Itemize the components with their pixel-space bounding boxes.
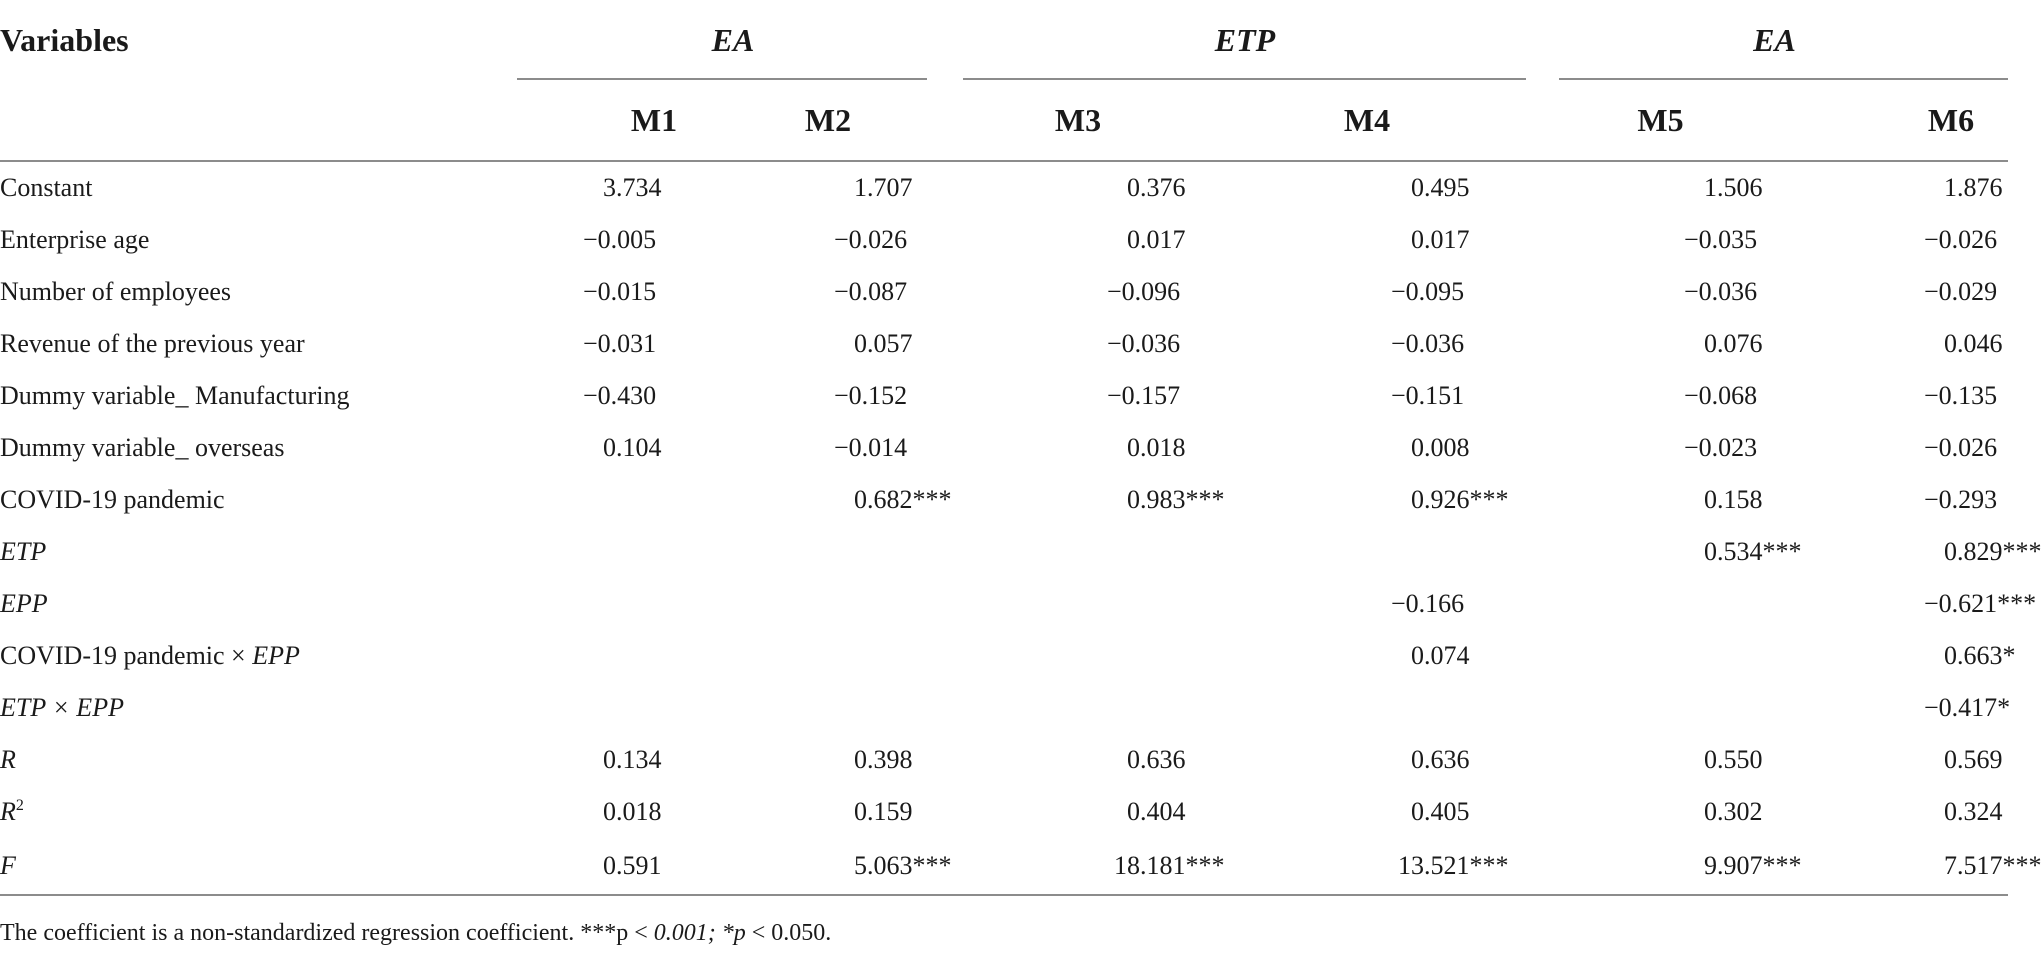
row-label: R	[0, 745, 16, 774]
cell-value: −0.036	[1684, 277, 1758, 306]
cell-value: −0.023	[1684, 433, 1758, 462]
model-header-m6	[1792, 80, 2008, 161]
cell-value: −0.096	[1107, 277, 1181, 306]
row-label-part: COVID-19 pandemic ×	[0, 641, 253, 670]
table-row	[0, 161, 2008, 214]
cell-value: −0.026	[834, 225, 908, 254]
table-row	[0, 838, 2008, 895]
cell-value: −0.026	[1924, 225, 1998, 254]
row-label	[0, 682, 517, 734]
cell-value: 0.829***	[1944, 537, 2042, 566]
model-header-spacer	[0, 80, 517, 161]
cell-value: 0.405	[1411, 797, 1470, 826]
cell-value: 0.636	[1127, 745, 1186, 774]
cell-value: 0.495	[1411, 173, 1470, 202]
cell-value: 7.517***	[1944, 851, 2042, 880]
cell-value: −0.151	[1391, 381, 1465, 410]
cell-value: −0.095	[1391, 277, 1465, 306]
cell-value: 0.057	[854, 329, 913, 358]
footnote-text: < 0.050.	[745, 920, 832, 946]
cell-value: −0.031	[583, 329, 657, 358]
row-label-part: EPP	[252, 641, 300, 670]
cell-value: 9.907***	[1704, 851, 1802, 880]
row-label: Constant	[0, 173, 93, 202]
cell-value: −0.152	[834, 381, 908, 410]
cell-value: 0.926***	[1411, 485, 1509, 514]
table-footnote	[0, 920, 831, 947]
cell-value: 0.159	[854, 797, 913, 826]
cell-value: −0.014	[834, 433, 908, 462]
model-label: M4	[1343, 101, 1391, 138]
row-label: ETP	[0, 537, 47, 566]
row-label	[0, 630, 517, 682]
cell-value: 0.046	[1944, 329, 2003, 358]
cell-value: 0.324	[1944, 797, 2003, 826]
cell-value: 0.074	[1411, 641, 1470, 670]
model-label: M2	[804, 101, 852, 138]
model-label: M5	[1637, 101, 1684, 138]
cell-value: 13.521***	[1398, 851, 1509, 880]
table-row	[0, 526, 2008, 578]
cell-value: −0.087	[834, 277, 908, 306]
model-header-m1	[517, 80, 695, 161]
cell-value: −0.621***	[1924, 589, 2037, 618]
group-header-ea-1	[517, 0, 949, 80]
row-label-part: ETP	[0, 693, 46, 722]
row-label: Dummy variable_ Manufacturing	[0, 381, 350, 410]
cell-value: −0.430	[583, 381, 657, 410]
cell-value: −0.036	[1107, 329, 1181, 358]
table-row	[0, 682, 2008, 734]
row-label-part: × EPP	[45, 693, 124, 722]
cell-value: 0.376	[1127, 173, 1186, 202]
model-header-m5	[1541, 80, 1792, 161]
cell-value: −0.029	[1924, 277, 1998, 306]
model-label: M6	[1927, 101, 1975, 138]
row-label: Enterprise age	[0, 225, 150, 254]
cell-value: 1.707	[854, 173, 913, 202]
row-label-part: R	[0, 797, 16, 826]
cell-value: 0.008	[1411, 433, 1470, 462]
table-row	[0, 630, 2008, 682]
cell-value: 0.018	[1127, 433, 1186, 462]
group-label: EA	[711, 21, 755, 58]
cell-value: 0.663*	[1944, 641, 2016, 670]
group-header-ea-2	[1541, 0, 2008, 80]
cell-value: 0.682***	[854, 485, 952, 514]
cell-value: 0.134	[603, 745, 662, 774]
cell-value: 0.983***	[1127, 485, 1225, 514]
cell-value: 0.591	[603, 851, 662, 880]
table-row	[0, 214, 2008, 266]
table-row	[0, 474, 2008, 526]
cell-value: −0.157	[1107, 381, 1181, 410]
cell-value: −0.166	[1391, 589, 1465, 618]
cell-value: −0.293	[1924, 485, 1998, 514]
cell-value: 0.017	[1127, 225, 1186, 254]
footnote-text: The coefficient is a non-standardized regression coefficient. ***p <	[0, 920, 654, 946]
table-row	[0, 266, 2008, 318]
cell-value: 0.569	[1944, 745, 2003, 774]
superscript: 2	[15, 797, 24, 814]
variables-header: Variables	[0, 21, 129, 58]
model-header-m2	[695, 80, 949, 161]
model-label: M1	[630, 101, 678, 138]
cell-value: 0.076	[1704, 329, 1763, 358]
row-label	[0, 786, 517, 838]
group-rule	[1559, 78, 2008, 80]
group-header-etp	[949, 0, 1541, 80]
cell-value: 0.534***	[1704, 537, 1802, 566]
row-label: Number of employees	[0, 277, 232, 306]
cell-value: −0.035	[1684, 225, 1758, 254]
group-rule	[517, 78, 927, 80]
cell-value: 0.302	[1704, 797, 1763, 826]
cell-value: 18.181***	[1114, 851, 1225, 880]
cell-value: 5.063***	[854, 851, 952, 880]
row-label: Revenue of the previous year	[0, 329, 305, 358]
cell-value: 0.398	[854, 745, 913, 774]
table-row	[0, 734, 2008, 786]
cell-value: 0.550	[1704, 745, 1763, 774]
cell-value: −0.036	[1391, 329, 1465, 358]
group-rule	[963, 78, 1526, 80]
cell-value: 0.158	[1704, 485, 1763, 514]
table-row	[0, 578, 2008, 630]
group-label: ETP	[1214, 21, 1276, 58]
model-header-m3	[949, 80, 1219, 161]
cell-value: 0.404	[1127, 797, 1186, 826]
cell-value: 1.876	[1944, 173, 2003, 202]
cell-value: 1.506	[1704, 173, 1763, 202]
model-label: M3	[1054, 101, 1102, 138]
cell-value: −0.026	[1924, 433, 1998, 462]
cell-value: −0.005	[583, 225, 657, 254]
row-label: Dummy variable_ overseas	[0, 433, 285, 462]
cell-value: 3.734	[603, 173, 662, 202]
row-label: F	[0, 838, 517, 895]
table-row	[0, 786, 2008, 838]
model-header-m4	[1219, 80, 1541, 161]
cell-value: −0.135	[1924, 381, 1998, 410]
cell-value: −0.417*	[1924, 693, 2011, 722]
table-row	[0, 422, 2008, 474]
table-row	[0, 370, 2008, 422]
cell-value: 0.104	[603, 433, 662, 462]
cell-value: 0.017	[1411, 225, 1470, 254]
footnote-text-italic: 0.001; *p	[653, 920, 746, 946]
row-label: COVID-19 pandemic	[0, 485, 225, 514]
table-row	[0, 318, 2008, 370]
group-label: EA	[1753, 21, 1796, 58]
row-label: EPP	[0, 589, 48, 618]
cell-value: 0.018	[603, 797, 662, 826]
cell-value: 0.636	[1411, 745, 1470, 774]
cell-value: −0.015	[583, 277, 657, 306]
cell-value: −0.068	[1684, 381, 1758, 410]
